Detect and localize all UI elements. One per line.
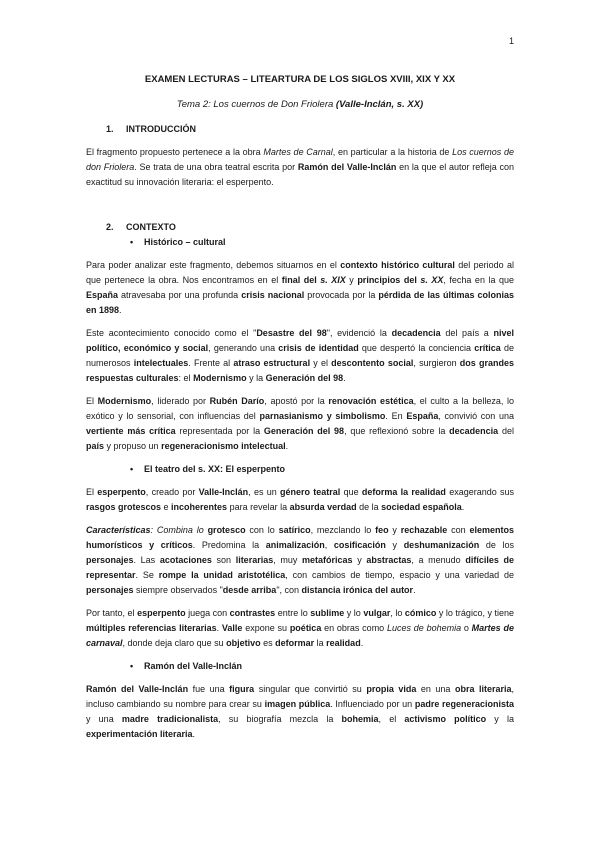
text-run: absurda verdad bbox=[289, 502, 357, 512]
text-run: ", con bbox=[276, 585, 302, 595]
text-run: y el bbox=[310, 358, 332, 368]
text-run: , donde deja claro que su bbox=[122, 638, 227, 648]
text-run: El fragmento propuesto pertenece a la obra bbox=[86, 147, 264, 157]
text-run: del periodo al que pertenece la obra. Nos encontramos en el bbox=[86, 260, 514, 285]
text-run: Por tanto, el bbox=[86, 608, 138, 618]
text-run: singular que convirtió su bbox=[254, 684, 367, 694]
text-run: provocada por la bbox=[304, 290, 379, 300]
bullet-historico-cultural: • Histórico – cultural bbox=[86, 235, 514, 250]
text-run: , su biografía mezcla la bbox=[218, 714, 342, 724]
text-run: o bbox=[461, 623, 472, 633]
text-run: que bbox=[340, 487, 362, 497]
text-run: padre regeneracionista bbox=[414, 699, 515, 709]
text-run: en una bbox=[416, 684, 455, 694]
text-run: Este acontecimiento conocido como el " bbox=[86, 328, 257, 338]
text-run: . En bbox=[385, 411, 407, 421]
historico-paragraph-2 bbox=[86, 326, 514, 386]
text-run: . Frente al bbox=[188, 358, 234, 368]
text-run: s. XIX bbox=[320, 275, 346, 285]
text-run: madre tradicionalista bbox=[121, 714, 219, 724]
text-run: cosificación bbox=[333, 540, 386, 550]
text-run: . bbox=[216, 623, 222, 633]
text-run: y lo trágico, y tiene bbox=[436, 608, 514, 618]
text-run: El bbox=[86, 487, 98, 497]
text-run: , apostó por la bbox=[264, 396, 329, 406]
text-run: y propuso un bbox=[104, 441, 162, 451]
text-run: entre lo bbox=[275, 608, 311, 618]
text-run: , surgieron bbox=[413, 358, 460, 368]
text-run: feo bbox=[375, 525, 389, 535]
text-run: fue una bbox=[188, 684, 230, 694]
text-run: personajes bbox=[86, 555, 134, 565]
text-run: es bbox=[260, 638, 276, 648]
text-run: rompe la unidad aristotélica bbox=[158, 570, 286, 580]
text-run: Generación del 98 bbox=[263, 426, 345, 436]
text-run: . Se trata de una obra teatral escrita por bbox=[134, 162, 298, 172]
text-run: atraso estructural bbox=[233, 358, 311, 368]
text-run: . Predomina la bbox=[192, 540, 266, 550]
text-run: , el culto a la belleza, lo exótico y lo sensorial, con influencias del bbox=[86, 396, 514, 421]
text-run: del bbox=[498, 426, 514, 436]
text-run: de la bbox=[356, 502, 382, 512]
text-run: , bbox=[324, 540, 334, 550]
text-run: múltiples referencias literarias bbox=[86, 623, 217, 633]
text-run: crítica bbox=[474, 343, 501, 353]
text-run: activismo político bbox=[404, 714, 487, 724]
text-run: y la bbox=[486, 714, 514, 724]
text-run: de los bbox=[479, 540, 514, 550]
text-run: Los cuernos de don Friolera bbox=[86, 147, 514, 172]
text-run: principios del bbox=[357, 275, 421, 285]
text-run: , generando una bbox=[208, 343, 279, 353]
text-run: Valle bbox=[221, 623, 243, 633]
historico-paragraph-3 bbox=[86, 394, 514, 454]
text-run: , lo bbox=[390, 608, 405, 618]
text-run: vulgar bbox=[363, 608, 391, 618]
section-heading-contexto bbox=[86, 220, 514, 235]
ramon-paragraph-1 bbox=[86, 682, 514, 742]
text-run: , fecha en la que bbox=[443, 275, 514, 285]
text-run: , creado por bbox=[145, 487, 199, 497]
text-run: . Se bbox=[135, 570, 159, 580]
text-run: experimentación literaria bbox=[86, 729, 193, 739]
text-run: Características bbox=[86, 525, 151, 535]
text-run: acotaciones bbox=[159, 555, 212, 565]
text-run: deshumanización bbox=[403, 540, 480, 550]
text-run: y lo bbox=[344, 608, 364, 618]
text-run: . bbox=[413, 585, 416, 595]
text-run: sublime bbox=[310, 608, 345, 618]
text-run: expone su bbox=[242, 623, 290, 633]
page-number: 1 bbox=[508, 36, 514, 46]
text-run: pérdida de las últimas colonias en 1898 bbox=[86, 290, 515, 315]
text-run: y bbox=[388, 525, 401, 535]
text-run: con bbox=[447, 525, 470, 535]
text-run: representada por la bbox=[175, 426, 264, 436]
subtitle-author: (Valle-Inclán, s. XX) bbox=[335, 99, 424, 110]
intro-paragraph bbox=[86, 145, 514, 190]
text-run: vertiente más crítica bbox=[86, 426, 176, 436]
text-run: exagerando sus bbox=[445, 487, 515, 497]
text-run: , liderado por bbox=[151, 396, 210, 406]
text-run: metafóricas bbox=[302, 555, 353, 565]
text-run: imagen pública bbox=[264, 699, 331, 709]
text-run: país bbox=[86, 441, 105, 451]
text-run: , a menudo bbox=[411, 555, 466, 565]
text-run: cómico bbox=[404, 608, 437, 618]
text-run: abstractas bbox=[366, 555, 412, 565]
text-run: bohemia bbox=[341, 714, 379, 724]
text-run: . Influenciado por un bbox=[330, 699, 415, 709]
text-run: , incluso cambiando su nombre para crear su bbox=[86, 684, 515, 709]
text-run: y bbox=[345, 275, 358, 285]
text-run: para revelar la bbox=[227, 502, 290, 512]
text-run: nivel político, económico y social bbox=[86, 328, 515, 353]
text-run: . Las bbox=[133, 555, 160, 565]
text-run: España bbox=[86, 290, 119, 300]
historico-paragraph-1 bbox=[86, 258, 514, 318]
text-run: . bbox=[119, 305, 122, 315]
text-run: . bbox=[343, 373, 346, 383]
text-run: esperpento bbox=[137, 608, 186, 618]
subtitle-tema: Tema 2: Los cuernos de Don Friolera bbox=[176, 99, 334, 110]
text-run: satírico bbox=[278, 525, 311, 535]
text-run: Ramón del Valle-Inclán bbox=[297, 162, 397, 172]
text-run: en la que el autor refleja con exactitud su innovación literaria: el esperpento. bbox=[86, 162, 515, 187]
text-run: . bbox=[192, 729, 196, 739]
text-run: siempre observados " bbox=[133, 585, 223, 595]
text-run: personajes bbox=[86, 585, 134, 595]
text-run: Luces de bohemia bbox=[386, 623, 462, 633]
section-heading-introduccion bbox=[86, 122, 514, 137]
text-run: que despertó la conciencia bbox=[358, 343, 475, 353]
text-run: , es un bbox=[248, 487, 280, 497]
text-run: objetivo bbox=[226, 638, 261, 648]
text-run: Ramón del Valle-Inclán bbox=[86, 684, 189, 694]
text-run: , con cambios de tiempo, espacio y una variedad de bbox=[285, 570, 515, 580]
text-run: poética bbox=[289, 623, 322, 633]
text-run: e bbox=[161, 502, 172, 512]
text-run: Para poder analizar este fragmento, debemos situarnos en el bbox=[86, 260, 341, 270]
text-run: . bbox=[461, 502, 465, 512]
document-title: EXAMEN LECTURAS – LITEARTURA DE LOS SIGLOS XVIII, XIX Y XX bbox=[144, 74, 456, 85]
text-run: ", evidenció la bbox=[326, 328, 392, 338]
text-run: y bbox=[352, 555, 367, 565]
text-run: dos grandes respuestas culturales bbox=[86, 358, 514, 383]
text-run: Rubén Darío bbox=[209, 396, 265, 406]
text-run: , en particular a la historia de bbox=[332, 147, 453, 157]
heading-label: INTRODUCCIÓN bbox=[126, 124, 196, 134]
text-run: Valle-Inclán bbox=[198, 487, 249, 497]
text-run: y una bbox=[86, 714, 122, 724]
text-run: del país a bbox=[440, 328, 494, 338]
text-run: obra literaria bbox=[454, 684, 512, 694]
text-run: deforma la realidad bbox=[361, 487, 446, 497]
text-run: s. XX bbox=[420, 275, 444, 285]
text-run: de numerosos bbox=[86, 343, 515, 368]
text-run: rechazable bbox=[400, 525, 448, 535]
text-run: . bbox=[285, 441, 289, 451]
text-run: distancia irónica del autor bbox=[301, 585, 414, 595]
heading-label: CONTEXTO bbox=[126, 222, 176, 232]
text-run: renovación estética bbox=[328, 396, 414, 406]
text-run: descontento social bbox=[331, 358, 414, 368]
teatro-paragraph-1 bbox=[86, 485, 514, 515]
text-run: : Combina lo bbox=[150, 525, 208, 535]
teatro-paragraph-2 bbox=[86, 523, 514, 598]
document-body bbox=[86, 72, 514, 742]
text-run: incoherentes bbox=[171, 502, 228, 512]
text-run: Modernismo bbox=[97, 396, 152, 406]
text-run: , que reflexionó sobre la bbox=[344, 426, 450, 436]
text-run: figura bbox=[229, 684, 255, 694]
text-run: , el bbox=[378, 714, 405, 724]
text-run: juega con bbox=[185, 608, 230, 618]
text-run: decadencia bbox=[391, 328, 441, 338]
text-run: contrastes bbox=[229, 608, 276, 618]
text-run: realidad bbox=[326, 638, 361, 648]
text-run: género teatral bbox=[280, 487, 341, 497]
text-run: deformar bbox=[275, 638, 315, 648]
text-run: sociedad española bbox=[381, 502, 462, 512]
text-run: crisis de identidad bbox=[278, 343, 359, 353]
text-run: Desastre del 98 bbox=[256, 328, 327, 338]
text-run: difíciles de representar bbox=[86, 555, 515, 580]
heading-number: 1. bbox=[106, 124, 114, 134]
text-run: atravesaba por una profunda bbox=[118, 290, 242, 300]
text-run: , convivió con una bbox=[438, 411, 514, 421]
teatro-paragraph-3 bbox=[86, 606, 514, 651]
text-run: elementos humorísticos y críticos bbox=[86, 525, 514, 550]
text-run: . bbox=[360, 638, 364, 648]
text-run: regeneracionismo intelectual bbox=[161, 441, 286, 451]
text-run: Modernismo bbox=[193, 373, 247, 383]
text-run: desde arriba bbox=[222, 585, 277, 595]
text-run: final del bbox=[281, 275, 321, 285]
text-run: Martes de carnaval bbox=[86, 623, 514, 648]
text-run: la bbox=[314, 638, 327, 648]
text-run: crisis nacional bbox=[241, 290, 305, 300]
text-run: Generación del 98 bbox=[265, 373, 344, 383]
text-run: Martes de Carnal bbox=[263, 147, 333, 157]
text-run: intelectuales bbox=[133, 358, 189, 368]
text-run: en obras como bbox=[321, 623, 387, 633]
text-run: esperpento bbox=[97, 487, 146, 497]
text-run: son bbox=[211, 555, 236, 565]
text-run: , mezclando lo bbox=[310, 525, 376, 535]
text-run: animalización bbox=[265, 540, 325, 550]
text-run: y bbox=[385, 540, 404, 550]
text-run: España bbox=[406, 411, 439, 421]
text-run: decadencia bbox=[449, 426, 499, 436]
text-run: y la bbox=[246, 373, 266, 383]
text-run: literarias bbox=[235, 555, 274, 565]
text-run: : el bbox=[178, 373, 194, 383]
text-run: contexto histórico cultural bbox=[340, 260, 455, 270]
text-run: parnasianismo y simbolismo bbox=[259, 411, 386, 421]
bullet-ramon-valle-inclan: • Ramón del Valle-Inclán bbox=[86, 659, 514, 674]
text-run: rasgos grotescos bbox=[86, 502, 162, 512]
text-run: , muy bbox=[273, 555, 303, 565]
text-run: grotesco bbox=[207, 525, 246, 535]
text-run: El bbox=[86, 396, 98, 406]
text-run: propia vida bbox=[366, 684, 417, 694]
document-subtitle bbox=[86, 97, 514, 112]
heading-number: 2. bbox=[106, 222, 114, 232]
bullet-teatro-esperpento: • El teatro del s. XX: El esperpento bbox=[86, 462, 514, 477]
text-run: con lo bbox=[245, 525, 279, 535]
